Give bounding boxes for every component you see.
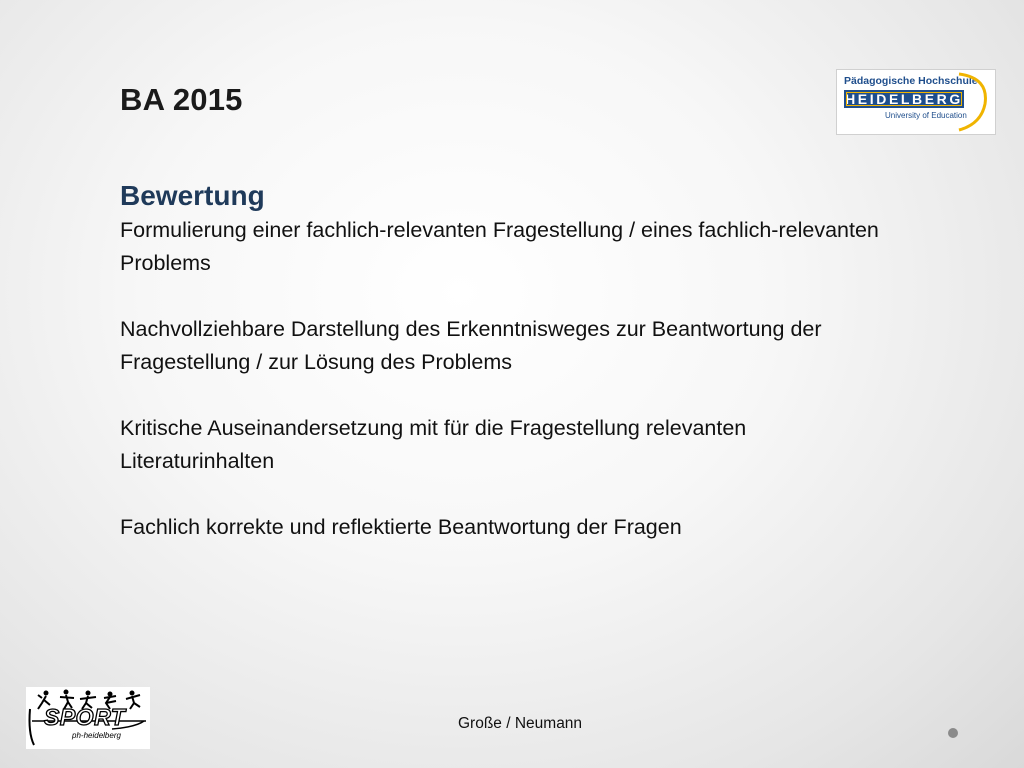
slide-title: BA 2015 bbox=[120, 82, 243, 117]
ph-logo-line3: University of Education bbox=[885, 111, 967, 120]
footer-authors: Große / Neumann bbox=[458, 715, 583, 732]
criterion-item: Formulierung einer fachlich-relevanten Fragestellung / eines fachlich-relevanten Problems bbox=[120, 218, 879, 275]
ph-logo-arc-icon bbox=[955, 72, 993, 132]
ph-logo-name: HEIDELBERG bbox=[845, 91, 963, 107]
sport-logo-sub: ph-heidelberg bbox=[72, 731, 121, 740]
sport-logo bbox=[26, 687, 150, 749]
ph-logo-line1: Pädagogische Hochschule bbox=[844, 75, 978, 87]
ph-heidelberg-logo bbox=[836, 69, 996, 135]
criterion-item: Fachlich korrekte und reflektierte Beantwortung der Fragen bbox=[120, 515, 682, 539]
slide-nav-dot bbox=[948, 728, 958, 738]
criterion-item: Kritische Auseinandersetzung mit für die Fragestellung relevanten Literaturinhalten bbox=[120, 416, 747, 473]
sport-logo-word: SPORT bbox=[44, 704, 126, 730]
section-heading: Bewertung bbox=[120, 180, 265, 211]
slide-content bbox=[120, 178, 880, 544]
criterion-item: Nachvollziehbare Darstellung des Erkenntnisweges zur Beantwortung der Fragestellung / zur Lösung des Problems bbox=[120, 317, 822, 374]
